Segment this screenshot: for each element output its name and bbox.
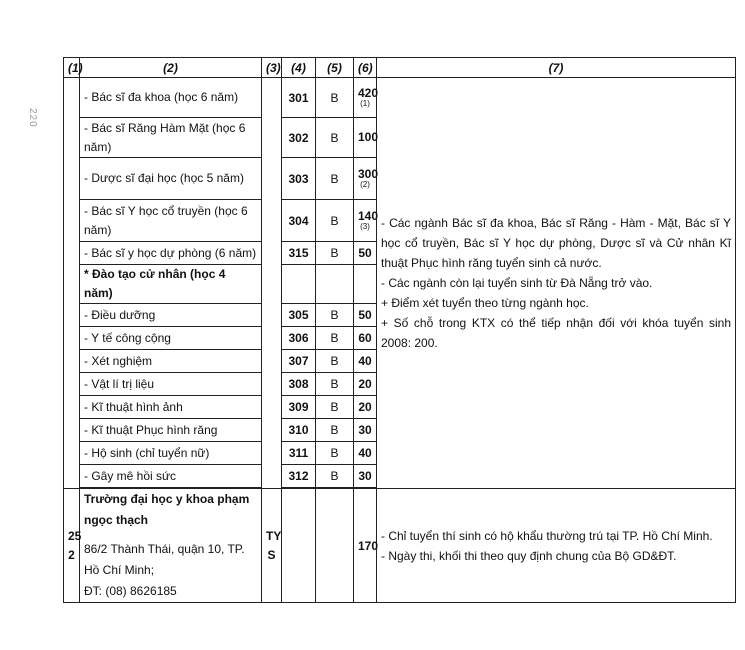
major-name: - Vật lí trị liệu [80,373,262,396]
major-name: - Bác sĩ Y học cổ truyền (học 6 năm) [80,200,262,242]
quota-value: 100 [358,130,379,144]
major-code: 301 [282,78,316,118]
quota-value: 30 [354,419,377,442]
major-name: - Bác sĩ đa khoa (học 6 năm) [80,78,262,118]
header-col-3: (3) [262,58,282,78]
note-line: - Các ngành Bác sĩ đa khoa, Bác sĩ Răng - Hàm - Mặt, Bác sĩ Y học cổ truyền, Bác sĩ Y học dự phòng, Dược sĩ và Cử nhân Kĩ thuật Phục hình răng tuyển sinh cả nước. [381,216,731,270]
major-name: - Xét nghiệm [80,350,262,373]
major-code: 309 [282,396,316,419]
major-code: 306 [282,327,316,350]
major-name: - Kĩ thuật hình ảnh [80,396,262,419]
exam-block: B [316,442,354,465]
note-line: - Các ngành còn lại tuyển sinh từ Đà Nẵng trở vào. [381,276,653,290]
major-name: - Hộ sinh (chỉ tuyển nữ) [80,442,262,465]
quota [354,78,377,118]
major-code: 308 [282,373,316,396]
major-code: 307 [282,350,316,373]
empty-cell [354,265,377,304]
school-number-line-2: 2 [68,547,75,562]
header-col-2: (2) [80,58,262,78]
major-code: 305 [282,304,316,327]
school-address: 86/2 Thành Thái, quận 10, TP. Hồ Chí Minh; [84,542,245,577]
school-row [64,489,736,603]
school-info [80,489,262,603]
quota-value: 30 [354,465,377,488]
major-name: - Bác sĩ Răng Hàm Mặt (học 6 năm) [80,118,262,158]
quota-value: 40 [354,350,377,373]
exam-block: B [316,373,354,396]
major-name: - Y tế công cộng [80,327,262,350]
header-row [64,58,736,78]
quota-value: 50 [354,304,377,327]
note-line: + Điểm xét tuyển theo từng ngành học. [381,296,589,310]
major-code: 311 [282,442,316,465]
quota-value: 20 [354,396,377,419]
school-code-cell-empty [262,78,282,489]
notes-cell [377,78,736,489]
subheading: * Đào tạo cử nhân (học 4 năm) [80,265,262,304]
major-code: 312 [282,465,316,488]
note-line: - Chỉ tuyển thí sinh có hộ khẩu thường trú tại TP. Hồ Chí Minh. [381,528,713,543]
quota-value: 40 [354,442,377,465]
quota-value: 20 [354,373,377,396]
exam-block: B [316,396,354,419]
school-number-cell-empty [64,78,80,489]
exam-block: B [316,242,354,265]
quota-value: 420 [358,86,379,100]
quota-footnote: (3) [360,222,370,231]
admissions-table [63,57,736,603]
exam-block: B [316,78,354,118]
school-name: Trường đại học y khoa phạm ngọc thạch [84,492,250,527]
school-quota: 170 [354,489,377,603]
exam-block: B [316,350,354,373]
note-line: + Số chỗ trong KTX có thể tiếp nhận đối với khóa tuyển sinh 2008: 200. [381,316,731,350]
quota-value: 60 [354,327,377,350]
major-name: - Gây mê hồi sức [80,465,262,488]
school-phone: ĐT: (08) 8626185 [84,584,177,598]
exam-block: B [316,158,354,200]
empty-cell [316,265,354,304]
empty-cell [282,265,316,304]
major-code: 304 [282,200,316,242]
exam-block: B [316,419,354,442]
header-col-6: (6) [354,58,377,78]
quota [354,118,377,158]
exam-block: B [316,465,354,488]
empty-cell [282,489,316,603]
table-row [64,78,736,118]
quota-value: 300 [358,167,379,181]
page-number: 220 [27,108,38,128]
exam-block: B [316,304,354,327]
major-name: - Điều dưỡng [80,304,262,327]
empty-cell [316,489,354,603]
quota [354,200,377,242]
quota-value: 50 [358,245,372,260]
header-col-5: (5) [316,58,354,78]
note-line: - Ngày thi, khối thi theo quy định chung của Bộ GD&ĐT. [381,548,677,563]
quota-footnote: (1) [360,99,370,108]
quota-footnote: (2) [360,180,370,189]
major-code: 302 [282,118,316,158]
school-code-line-2: S [267,547,276,562]
school-number-line-1: 25 [68,528,82,543]
quota [354,242,377,265]
exam-block: B [316,118,354,158]
exam-block: B [316,327,354,350]
header-col-7: (7) [377,58,736,78]
major-code: 310 [282,419,316,442]
major-code: 303 [282,158,316,200]
school-notes [377,489,736,603]
school-number [64,489,80,603]
major-name: - Kĩ thuật Phục hình răng [80,419,262,442]
major-code: 315 [282,242,316,265]
header-col-4: (4) [282,58,316,78]
header-col-1: (1) [64,58,80,78]
quota [354,158,377,200]
quota-value: 140 [358,209,379,223]
school-code-line-1: TY [266,528,282,543]
major-name: - Dược sĩ đại học (học 5 năm) [80,158,262,200]
school-code [262,489,282,603]
major-name: - Bác sĩ y học dự phòng (6 năm) [80,242,262,265]
exam-block: B [316,200,354,242]
